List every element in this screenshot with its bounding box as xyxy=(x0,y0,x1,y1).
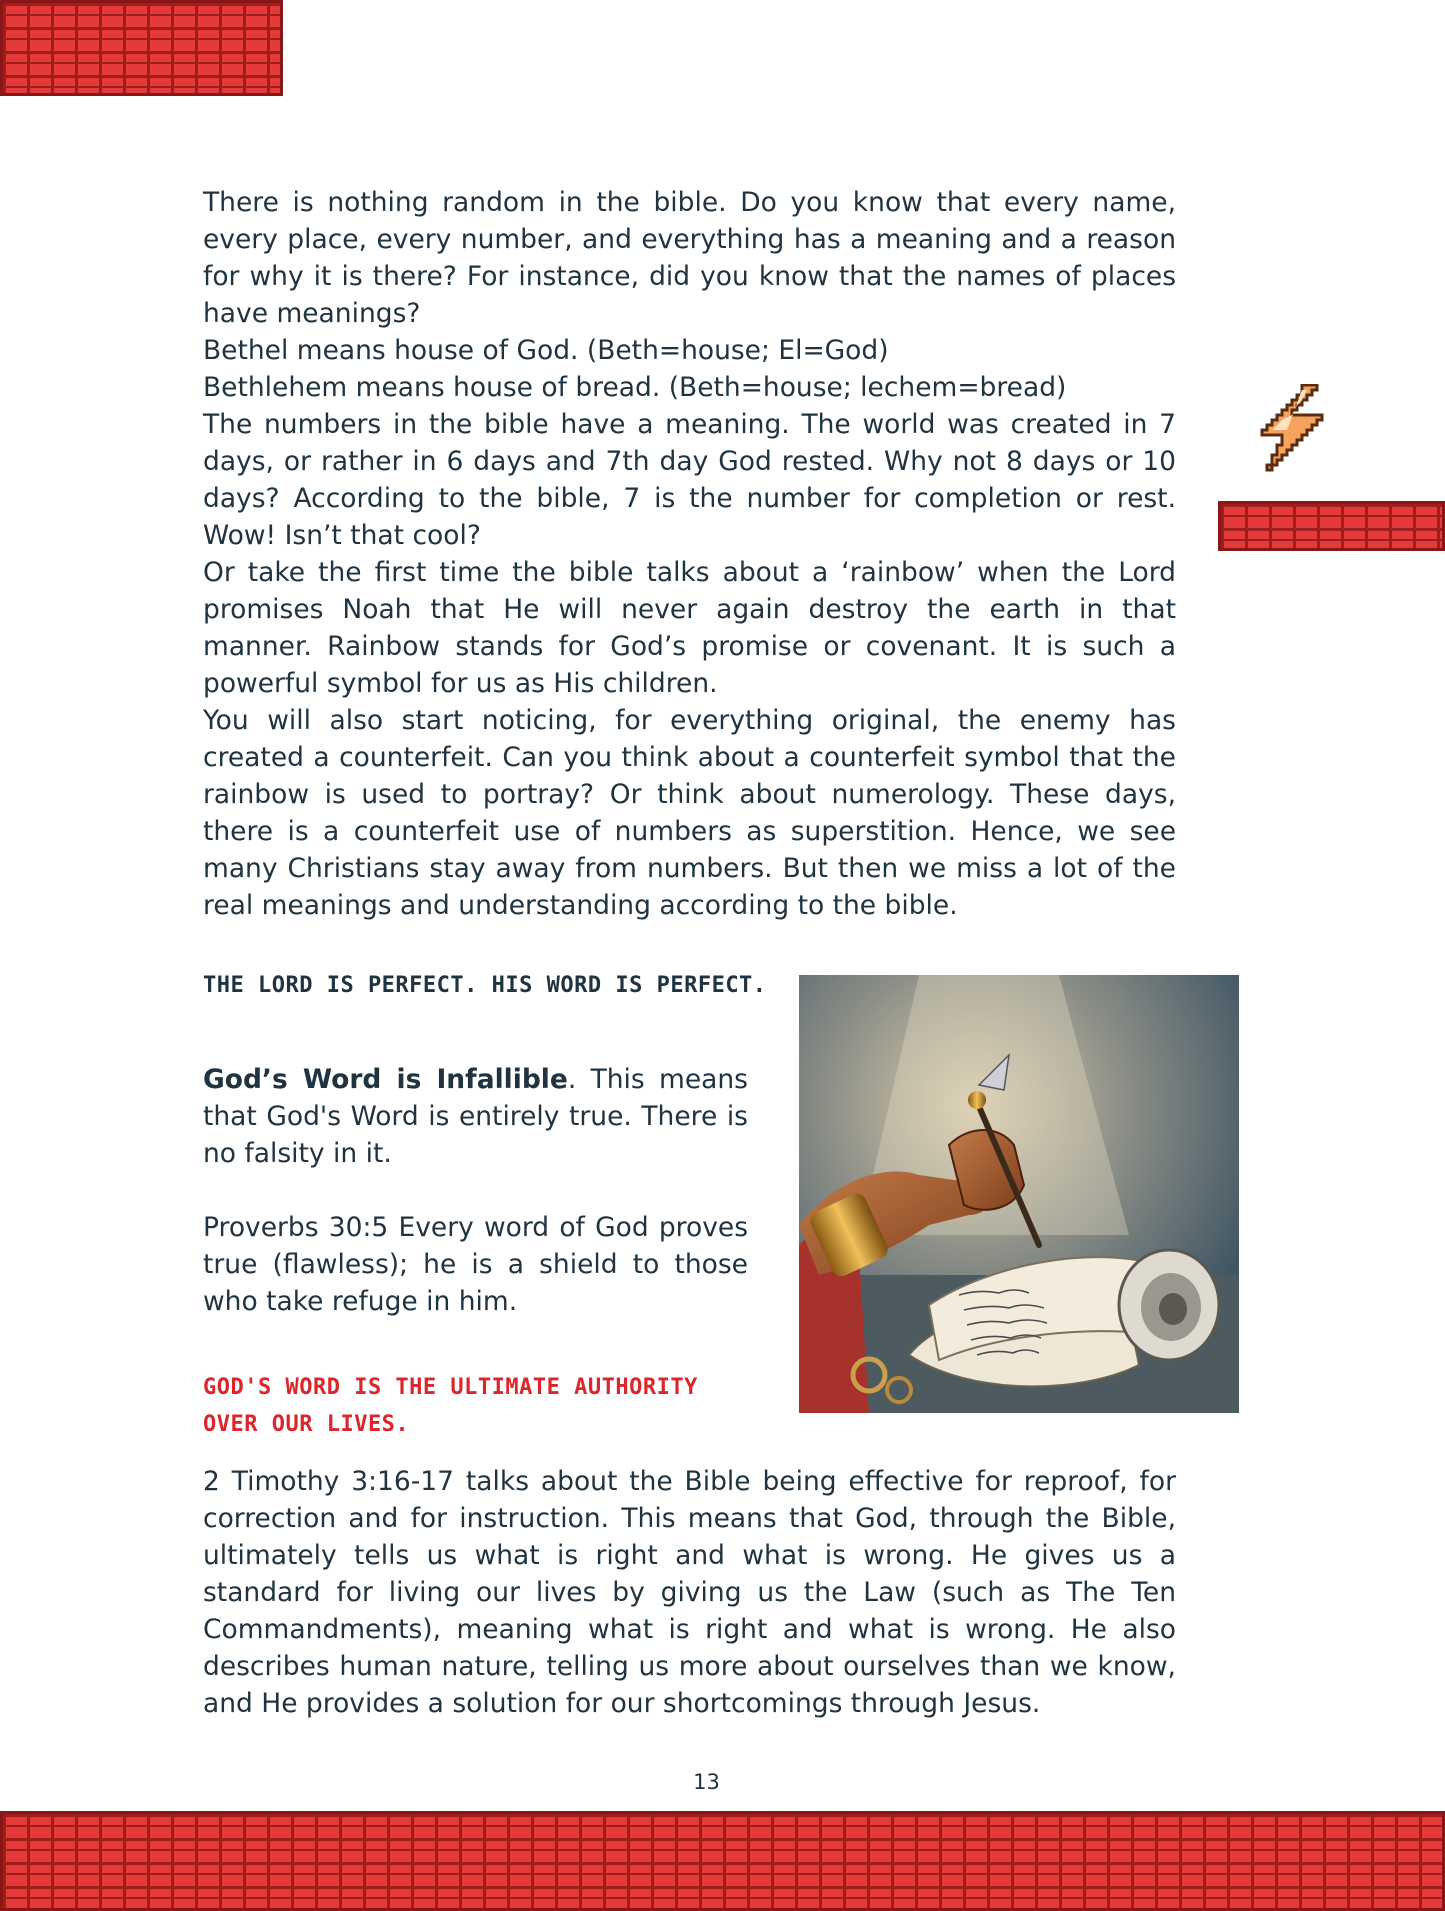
infallible-bold: God’s Word is Infallible xyxy=(203,1064,568,1095)
infallible-rest: . This means that God's Word is entirely true. There is no falsity in it. xyxy=(203,1064,748,1169)
proverbs-verse: Proverbs 30:5 Every word of God proves true (flawless); he is a shield to those who take refuge in him. xyxy=(203,1212,748,1317)
bethlehem-line: Bethlehem means house of bread. (Beth=house; lechem=bread) xyxy=(203,372,1067,403)
bethel-line: Bethel means house of God. (Beth=house; El=God) xyxy=(203,335,889,366)
page-number: 13 xyxy=(693,1770,720,1794)
brick-decoration-top xyxy=(0,0,283,96)
counterfeit-paragraph: You will also start noticing, for everything original, the enemy has created a counterfeit. Can you think about a counterfeit symbol that the rainbow is used to portray? Or think about numerology. These days, there is a counterfeit use of numbers as superstition. Hence, we see many Christians stay away from numbers. But then we miss a lot of the real meanings and understanding according to the bible. xyxy=(203,705,1176,921)
intro-text-block xyxy=(203,184,1176,924)
rainbow-paragraph: Or take the first time the bible talks about a ‘rainbow’ when the Lord promises Noah that He will never again destroy the earth in that manner. Rainbow stands for God’s promise or covenant. It is such a powerful symbol for us as His children. xyxy=(203,557,1176,699)
section-heading-perfect: THE LORD IS PERFECT. HIS WORD IS PERFECT. xyxy=(203,973,767,998)
numbers-paragraph: The numbers in the bible have a meaning. The world was created in 7 days, or rather in 6 days and 7th day God rested. Why not 8 days or 10 days? According to the bible, 7 is the number for completion or rest. Wow! Isn’t that cool? xyxy=(203,409,1176,551)
intro-paragraph: There is nothing random in the bible. Do you know that every name, every place, every number, and everything has a meaning and a reason for why it is there? For instance, did you know that the names of places have meanings? xyxy=(203,187,1176,329)
scroll-writing-illustration xyxy=(799,975,1239,1413)
section-heading-authority: GOD'S WORD IS THE ULTIMATE AUTHORITY OVER OUR LIVES. xyxy=(203,1375,698,1437)
timothy-paragraph: 2 Timothy 3:16-17 talks about the Bible being effective for reproof, for correction and for instruction. This means that God, through the Bible, ultimately tells us what is right and what is wrong. He gives us a standard for living our lives by giving us the Law (such as The Ten Commandments), meaning what is right and what is wrong. He also describes human nature, telling us more about ourselves than we know, and He provides a solution for our shortcomings through Jesus. xyxy=(203,1466,1176,1719)
lightning-icon xyxy=(1257,384,1327,476)
brick-decoration-bottom xyxy=(0,1811,1445,1911)
infallible-paragraph xyxy=(203,1061,748,1172)
brick-decoration-right xyxy=(1218,501,1445,551)
